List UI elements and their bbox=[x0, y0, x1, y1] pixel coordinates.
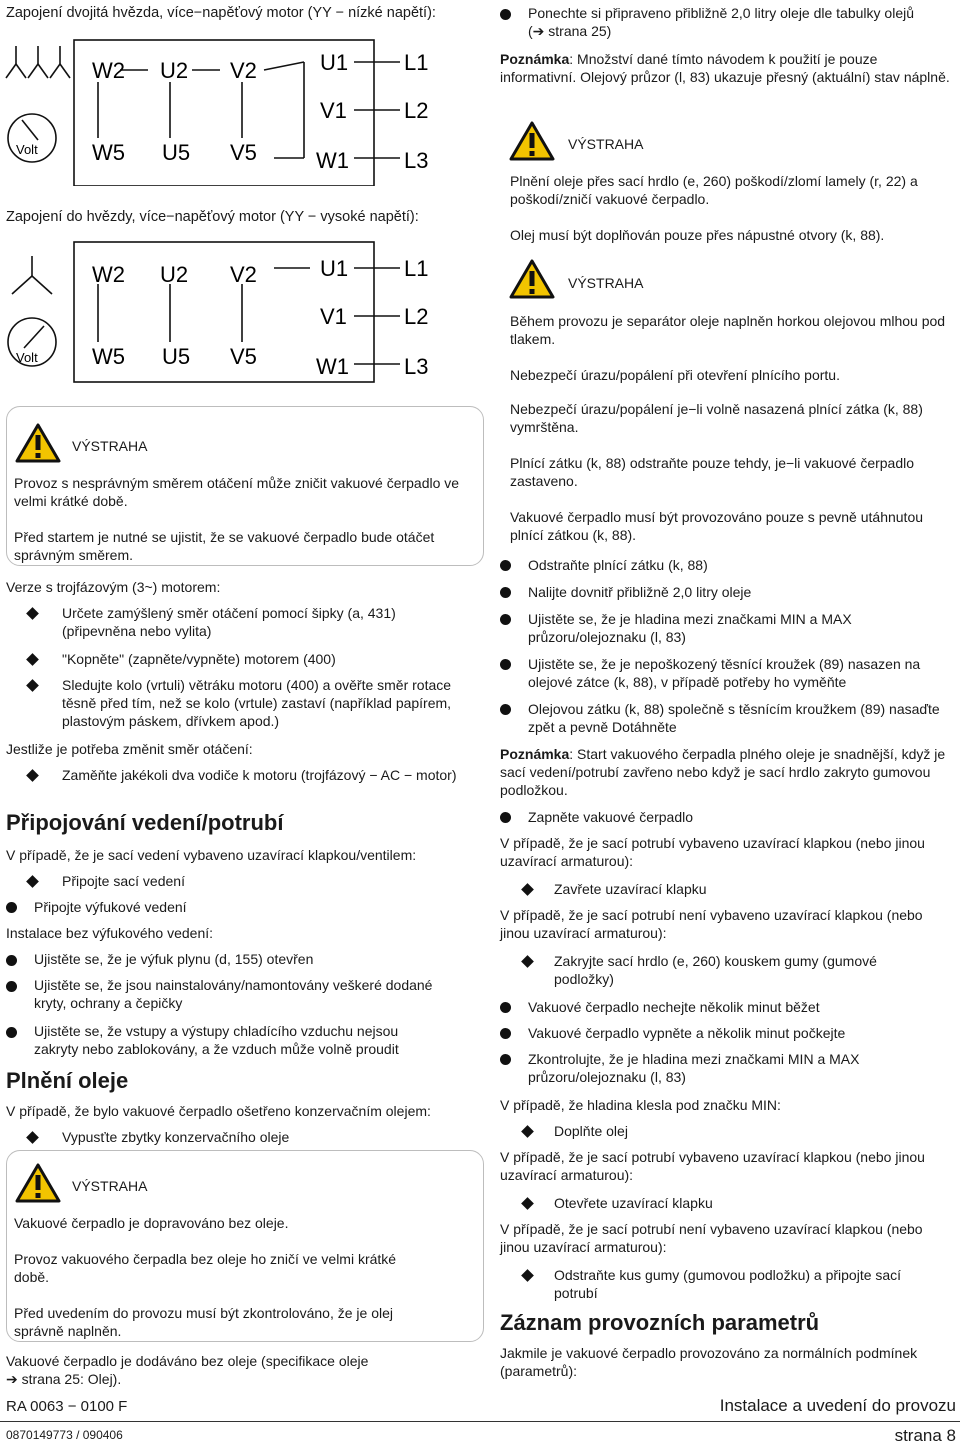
list-item: Zapněte vakuové čerpadlo bbox=[528, 809, 693, 825]
diamond-bullet-icon bbox=[26, 1131, 39, 1144]
term-u2: U2 bbox=[160, 262, 189, 287]
term-v2: V2 bbox=[230, 58, 257, 83]
note-text: : Množství dané tímto návodem k použití je pouze informativní. Olejový průzor (l, 83) ukazuje přesný (aktuální) stav náplně. bbox=[500, 51, 950, 85]
paragraph: V případě, že je sací potrubí vybaveno uzavírací klapkou (nebo jinou uzavírací armaturou): bbox=[500, 1149, 925, 1183]
warning-text: Před startem je nutné se ujistit, že se vakuové čerpadlo bude otáčet správným směrem. bbox=[14, 529, 435, 563]
list-item: Vakuové čerpadlo nechejte několik minut běžet bbox=[528, 999, 820, 1015]
list-item: Odstraňte kus gumy (gumovou podložku) a připojte sací potrubí bbox=[554, 1267, 902, 1301]
diamond-bullet-icon bbox=[26, 607, 39, 620]
warning-text: Olej musí být doplňován pouze přes nápustné otvory (k, 88). bbox=[510, 227, 885, 243]
section-label: Instalace bez výfukového vedení: bbox=[6, 925, 214, 941]
term-v1: V1 bbox=[320, 304, 347, 329]
warning-title: VÝSTRAHA bbox=[568, 136, 644, 152]
diamond-bullet-icon bbox=[521, 883, 534, 896]
list-item: Odstraňte plnící zátku (k, 88) bbox=[528, 557, 708, 573]
warning-text: Plnění oleje přes sací hrdlo (e, 260) poškodí/zlomí lamely (r, 22) a poškodí/zničí vakuové čerpadlo. bbox=[510, 173, 918, 207]
wiring-diagram-star bbox=[4, 238, 444, 388]
list-item: Připojte výfukové vedení bbox=[34, 899, 187, 915]
term-w1: W1 bbox=[316, 148, 349, 173]
paragraph-text: Vakuové čerpadlo je dodáváno bez oleje (specifikace oleje bbox=[6, 1353, 369, 1369]
list-item: Sledujte kolo (vrtuli) větráku motoru (400) a ověřte směr rotace těsně před tím, než se kolo (vrtule) zastaví (například papírem, plastovým páskem, dřívkem apod.) bbox=[62, 677, 452, 729]
diamond-bullet-icon bbox=[26, 769, 39, 782]
term-v2: V2 bbox=[230, 262, 257, 287]
warning-text: Před uvedením do provozu musí být zkontrolováno, že je olej správně naplněn. bbox=[14, 1305, 393, 1339]
dot-bullet-icon bbox=[500, 659, 511, 670]
paragraph bbox=[6, 1352, 482, 1388]
term-v5: V5 bbox=[230, 344, 257, 369]
warning-text: Provoz vakuového čerpadla bez oleje ho zničí ve velmi krátké době. bbox=[14, 1251, 397, 1285]
dot-bullet-icon bbox=[500, 560, 511, 571]
volt-label: Volt bbox=[16, 350, 38, 365]
list-item: Připojte sací vedení bbox=[62, 873, 185, 889]
list-item: Zaměňte jakékoli dva vodiče k motoru (trojfázový − AC − motor) bbox=[62, 767, 457, 783]
list-item-text: strana 25) bbox=[548, 23, 612, 39]
note-text: : Start vakuového čerpadla plného oleje je snadnější, když je sací vedení/potrubí zavřeno nebo když je sací hrdlo zakryto gumovou podložkou. bbox=[500, 746, 946, 798]
dot-bullet-icon bbox=[500, 704, 511, 715]
term-w2: W2 bbox=[92, 262, 125, 287]
footer-divider bbox=[0, 1421, 960, 1422]
warning-text: Nebezpečí úrazu/popálení při otevření plnícího portu. bbox=[510, 367, 840, 383]
diamond-bullet-icon bbox=[521, 1269, 534, 1282]
arrow-right-icon: ➔ bbox=[6, 1371, 22, 1387]
term-w5: W5 bbox=[92, 140, 125, 165]
warning-text: Nebezpečí úrazu/popálení je−li volně nasazená plnící zátka (k, 88) vymrštěna. bbox=[510, 401, 923, 435]
list-item: Vypusťte zbytky konzervačního oleje bbox=[62, 1129, 290, 1145]
paragraph-text: strana 25: Olej). bbox=[21, 1371, 122, 1387]
term-w2: W2 bbox=[92, 58, 125, 83]
note-1 bbox=[500, 50, 950, 86]
document-code: RA 0063 − 0100 F bbox=[6, 1398, 128, 1415]
note-2 bbox=[500, 745, 955, 799]
dot-bullet-icon bbox=[6, 902, 17, 913]
line-l2: L2 bbox=[404, 98, 429, 123]
dot-bullet-icon bbox=[500, 587, 511, 598]
warning-title: VÝSTRAHA bbox=[72, 1178, 148, 1194]
paragraph: Jakmile je vakuové čerpadlo provozováno za normálních podmínek (parametrů): bbox=[500, 1345, 918, 1379]
warning-text: Provoz s nesprávným směrem otáčení může zničit vakuové čerpadlo ve velmi krátké době. bbox=[14, 475, 460, 509]
term-u1: U1 bbox=[320, 256, 349, 281]
arrow-right-icon: ➔ bbox=[532, 23, 549, 39]
section-label: Jestliže je potřeba změnit směr otáčení: bbox=[6, 741, 253, 757]
diagram1-caption: Zapojení dvojitá hvězda, více−napěťový motor (YY − nízké napětí): bbox=[6, 5, 436, 21]
list-item: Nalijte dovnitř přibližně 2,0 litry oleje bbox=[528, 584, 752, 600]
list-item: Olejovou zátku (k, 88) společně s těsnícím kroužkem (89) nasaďte zpět a pevně Dotáhněte bbox=[528, 701, 940, 735]
warning-text: Plnící zátku (k, 88) odstraňte pouze tehdy, je−li vakuové čerpadlo zastaveno. bbox=[510, 455, 915, 489]
paragraph: V případě, že hladina klesla pod značku MIN: bbox=[500, 1097, 781, 1113]
paragraph: V případě, že je sací potrubí není vybaveno uzavírací klapkou (nebo jinou uzavírací armaturou): bbox=[500, 1221, 923, 1255]
line-l3: L3 bbox=[404, 354, 429, 379]
diamond-bullet-icon bbox=[521, 1125, 534, 1138]
diamond-bullet-icon bbox=[26, 875, 39, 888]
term-v5: V5 bbox=[230, 140, 257, 165]
list-item: Určete zamýšlený směr otáčení pomocí šipky (a, 431) (připevněna nebo vylita) bbox=[62, 605, 396, 639]
dot-bullet-icon bbox=[6, 981, 17, 992]
heading-zaznam: Záznam provozních parametrů bbox=[500, 1310, 820, 1335]
dot-bullet-icon bbox=[500, 1054, 511, 1065]
heading-plneni: Plnění oleje bbox=[6, 1068, 129, 1093]
list-item: Zavřete uzavírací klapku bbox=[554, 881, 707, 897]
warning-triangle-icon bbox=[508, 120, 556, 162]
list-item: Ujistěte se, že jsou nainstalovány/namontovány veškeré dodané kryty, ochrany a čepičky bbox=[34, 977, 433, 1011]
warning-triangle-icon bbox=[14, 1162, 62, 1204]
line-l2: L2 bbox=[404, 304, 429, 329]
warning-text: Během provozu je separátor oleje naplněn horkou olejovou mlhou pod tlakem. bbox=[510, 313, 946, 347]
diagram2-caption: Zapojení do hvězdy, více−napěťový motor (YY − vysoké napětí): bbox=[6, 209, 419, 225]
diamond-bullet-icon bbox=[26, 679, 39, 692]
term-u5: U5 bbox=[162, 140, 191, 165]
paragraph: V případě, že je sací potrubí není vybaveno uzavírací klapkou (nebo jinou uzavírací armaturou): bbox=[500, 907, 923, 941]
document-number: 0870149773 / 090406 bbox=[6, 1428, 123, 1442]
list-item: Ujistěte se, že vstupy a výstupy chladícího vzduchu nejsou zakryty nebo zablokovány, a že vzduch může volně proudit bbox=[34, 1023, 399, 1057]
diamond-bullet-icon bbox=[521, 1197, 534, 1210]
page-number: strana 8 bbox=[894, 1426, 956, 1445]
dot-bullet-icon bbox=[6, 955, 17, 966]
list-item: Ujistěte se, že je hladina mezi značkami MIN a MAX průzoru/olejoznaku (l, 83) bbox=[528, 611, 852, 645]
warning-triangle-icon bbox=[508, 258, 556, 300]
list-item: "Kopněte" (zapněte/vypněte) motorem (400) bbox=[62, 651, 336, 667]
dot-bullet-icon bbox=[500, 614, 511, 625]
warning-text: Vakuové čerpadlo musí být provozováno pouze s pevně utáhnutou plnící zátkou (k, 88). bbox=[510, 509, 924, 543]
list-item: Doplňte olej bbox=[554, 1123, 628, 1139]
term-w5: W5 bbox=[92, 344, 125, 369]
volt-label: Volt bbox=[16, 142, 38, 157]
footer-section-title: Instalace a uvedení do provozu bbox=[719, 1396, 956, 1415]
warning-title: VÝSTRAHA bbox=[568, 275, 644, 291]
heading-pripojovani: Připojování vedení/potrubí bbox=[6, 810, 284, 835]
line-l3: L3 bbox=[404, 148, 429, 173]
paragraph: V případě, že bylo vakuové čerpadlo ošetřeno konzervačním olejem: bbox=[6, 1103, 431, 1119]
term-u1: U1 bbox=[320, 50, 349, 75]
list-item: Ujistěte se, že je nepoškozený těsnící kroužek (89) nasazen na olejové zátce (k, 88), v případě potřeby ho vyměňte bbox=[528, 656, 921, 690]
term-v1: V1 bbox=[320, 98, 347, 123]
dot-bullet-icon bbox=[6, 1027, 17, 1038]
term-w1: W1 bbox=[316, 354, 349, 379]
diamond-bullet-icon bbox=[26, 653, 39, 666]
paragraph: V případě, že je sací vedení vybaveno uzavírací klapkou/ventilem: bbox=[6, 847, 417, 863]
term-u2: U2 bbox=[160, 58, 189, 83]
note-label: Poznámka bbox=[500, 746, 570, 762]
note-label: Poznámka bbox=[500, 51, 570, 67]
list-item-text: Ponechte si připraveno přibližně 2,0 litry oleje dle tabulky olejů bbox=[528, 5, 914, 21]
section-label: Verze s trojfázovým (3~) motorem: bbox=[6, 579, 221, 595]
term-u5: U5 bbox=[162, 344, 191, 369]
paragraph: V případě, že je sací potrubí vybaveno uzavírací klapkou (nebo jinou uzavírací armaturou): bbox=[500, 835, 925, 869]
list-item: Zakryjte sací hrdlo (e, 260) kouskem gumy (gumové podložky) bbox=[554, 953, 877, 987]
line-l1: L1 bbox=[404, 256, 429, 281]
line-l1: L1 bbox=[404, 50, 429, 75]
dot-bullet-icon bbox=[500, 812, 511, 823]
warning-triangle-icon bbox=[14, 422, 62, 464]
dot-bullet-icon bbox=[500, 9, 511, 20]
list-item: Zkontrolujte, že je hladina mezi značkami MIN a MAX průzoru/olejoznaku (l, 83) bbox=[528, 1051, 860, 1085]
list-item: Otevřete uzavírací klapku bbox=[554, 1195, 713, 1211]
warning-text: Vakuové čerpadlo je dopravováno bez oleje. bbox=[14, 1215, 289, 1231]
warning-title: VÝSTRAHA bbox=[72, 438, 148, 454]
diamond-bullet-icon bbox=[521, 955, 534, 968]
dot-bullet-icon bbox=[500, 1002, 511, 1013]
list-item: Ujistěte se, že je výfuk plynu (d, 155) otevřen bbox=[34, 951, 314, 967]
list-item: Ponechte si připraveno přibližně 2,0 litry oleje dle tabulky olejů (➔ strana 25) bbox=[528, 5, 914, 39]
wiring-diagram-double-star bbox=[4, 36, 444, 186]
dot-bullet-icon bbox=[500, 1028, 511, 1039]
list-item: Vakuové čerpadlo vypněte a několik minut počkejte bbox=[528, 1025, 846, 1041]
